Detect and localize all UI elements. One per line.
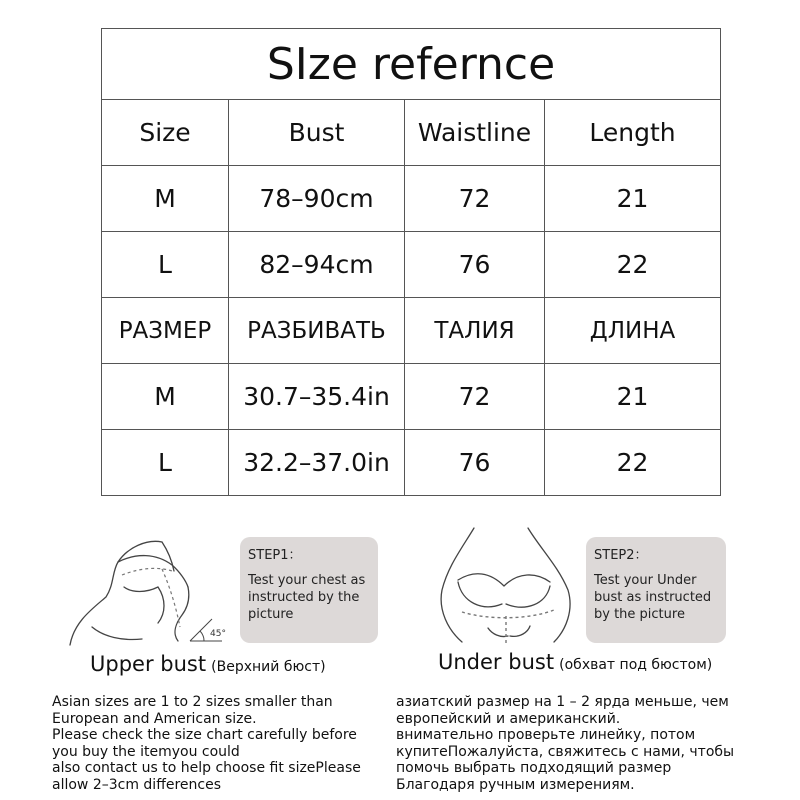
table-row [102, 364, 721, 430]
table-header-row-ru [102, 298, 721, 364]
size-reference-table [101, 28, 721, 496]
note-line: помочь выбрать подходящий размер [396, 760, 672, 776]
header-bust: Bust [229, 100, 405, 166]
note-line: Asian sizes are 1 to 2 sizes smaller than [52, 694, 333, 710]
step2-box [586, 537, 726, 643]
under-bust-label: Under bust [438, 650, 555, 674]
upper-bust-label-ru: (Верхний бюст) [211, 659, 326, 675]
header-waistline-ru: ТАЛИЯ [405, 298, 545, 364]
upper-bust-caption [90, 652, 326, 676]
table-row [102, 232, 721, 298]
table-header-row [102, 100, 721, 166]
header-length: Length [545, 100, 721, 166]
upper-bust-label: Upper bust [90, 652, 207, 676]
step1-title: STEP1： [248, 548, 302, 563]
cell-length: 22 [545, 232, 721, 298]
under-bust-illustration [418, 520, 590, 648]
notes-russian [396, 694, 734, 793]
cell-length: 22 [545, 430, 721, 496]
note-line: купитеПожалуйста, свяжитесь с нами, чтобы [396, 743, 735, 760]
note-line: you buy the itemyou could [52, 743, 240, 760]
cell-waistline: 76 [405, 232, 545, 298]
under-bust-caption [438, 650, 712, 674]
upper-bust-illustration [62, 527, 242, 655]
cell-length: 21 [545, 166, 721, 232]
cell-length: 21 [545, 364, 721, 430]
step2-text: Test your Under bust as instructed by the picture [594, 573, 712, 622]
step2-title: STEP2： [594, 548, 648, 563]
note-line: Please check the size chart carefully before [52, 727, 357, 743]
cell-size: M [102, 364, 229, 430]
under-bust-label-ru: (обхват под бюстом) [559, 657, 713, 673]
cell-bust: 82–94cm [229, 232, 405, 298]
cell-bust: 78–90cm [229, 166, 405, 232]
table-row [102, 430, 721, 496]
table-row [102, 166, 721, 232]
note-line: Благодаря ручным измерениям. [396, 776, 635, 793]
cell-size: L [102, 430, 229, 496]
table-title: SIze refernce [102, 29, 721, 100]
note-line: also contact us to help choose fit sizePlease [52, 760, 361, 776]
notes-english [52, 694, 361, 793]
note-line: европейский и американский. [396, 710, 621, 727]
note-line: allow 2–3cm differences [52, 776, 221, 793]
cell-bust: 30.7–35.4in [229, 364, 405, 430]
cell-size: M [102, 166, 229, 232]
step1-text: Test your chest as instructed by the picture [248, 573, 366, 622]
angle-label: 45° [210, 629, 226, 639]
header-size: Size [102, 100, 229, 166]
cell-size: L [102, 232, 229, 298]
note-line: азиатский размер на 1 – 2 ярда меньше, чем [396, 694, 729, 710]
header-waistline: Waistline [405, 100, 545, 166]
note-line: European and American size. [52, 710, 257, 727]
note-line: внимательно проверьте линейку, потом [396, 727, 696, 743]
cell-waistline: 72 [405, 166, 545, 232]
cell-bust: 32.2–37.0in [229, 430, 405, 496]
step1-box [240, 537, 378, 643]
header-size-ru: РАЗМЕР [102, 298, 229, 364]
header-bust-ru: РАЗБИВАТЬ [229, 298, 405, 364]
header-length-ru: ДЛИНА [545, 298, 721, 364]
cell-waistline: 72 [405, 364, 545, 430]
cell-waistline: 76 [405, 430, 545, 496]
